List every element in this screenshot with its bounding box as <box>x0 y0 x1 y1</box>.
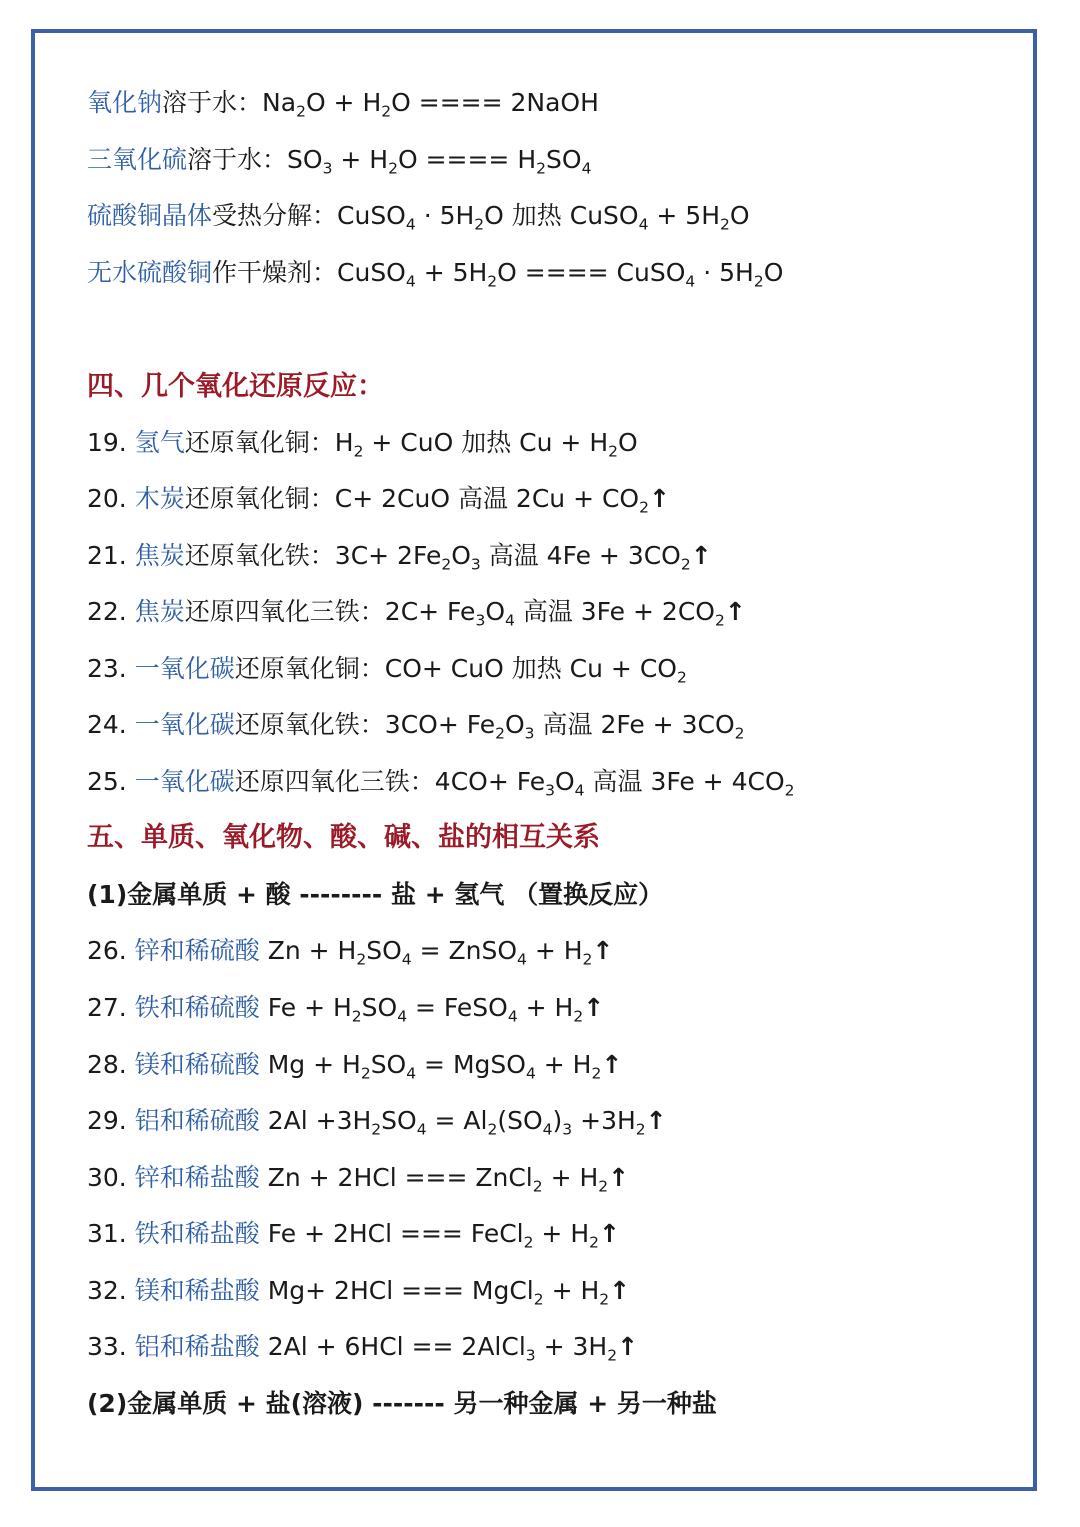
text-segment: = FeSO <box>407 993 508 1022</box>
equation-line <box>87 1219 620 1252</box>
text-segment: Mg+ 2HCl === MgCl <box>259 1276 534 1305</box>
subscript: 2 <box>607 1346 618 1365</box>
text-segment: 高温 3Fe + 2CO <box>514 597 715 626</box>
subsection-heading <box>87 1389 717 1419</box>
equation-line <box>87 1106 667 1139</box>
subscript: 2 <box>784 781 795 800</box>
gas-arrow: ↑ <box>690 541 712 570</box>
subscript: 3 <box>470 555 481 574</box>
text-segment: 24. <box>87 710 127 739</box>
subscript: 2 <box>381 102 392 121</box>
text-segment: 还原氧化铜：H <box>184 428 354 457</box>
highlighted-term: 铁和稀硫酸 <box>134 993 260 1022</box>
highlighted-term: 焦炭 <box>134 541 185 570</box>
text-segment: + H <box>543 1276 600 1305</box>
text-segment: + H <box>332 145 389 174</box>
text-segment: 19. <box>87 428 127 457</box>
highlighted-term: 氢气 <box>134 428 185 457</box>
text-segment: + H <box>517 993 574 1022</box>
text-segment: · 5H <box>695 258 754 287</box>
text-segment: Na <box>262 88 297 117</box>
subscript: 3 <box>524 724 535 743</box>
text-segment: = Al <box>426 1106 488 1135</box>
subscript: 2 <box>487 272 498 291</box>
text-segment: 31. <box>87 1219 127 1248</box>
text-segment: 2Al + 6HCl == 2AlCl <box>259 1332 526 1361</box>
subscript: 2 <box>353 442 364 461</box>
subscript: 2 <box>720 215 730 234</box>
subscript: 2 <box>573 1007 584 1026</box>
text-segment: = MgSO <box>416 1050 526 1079</box>
text-segment: 作干燥剂：CuSO <box>212 258 406 287</box>
text-segment: 还原四氧化三铁：2C+ Fe <box>184 597 476 626</box>
subscript: 3 <box>562 1120 573 1139</box>
subscript: 2 <box>680 555 691 574</box>
text-segment: O <box>763 258 784 287</box>
subscript: 4 <box>505 611 515 630</box>
equation-line <box>87 710 745 743</box>
text-segment: + CuO 加热 Cu + H <box>363 428 609 457</box>
highlighted-term: 镁和稀硫酸 <box>134 1050 260 1079</box>
highlighted-term: 三氧化硫 <box>87 145 188 174</box>
highlighted-term: 一氧化碳 <box>134 767 235 796</box>
section-heading <box>87 372 384 402</box>
gas-arrow: ↑ <box>592 936 614 965</box>
text-segment: 22. <box>87 597 127 626</box>
text-segment: + 5H <box>648 201 721 230</box>
text-segment: 21. <box>87 541 127 570</box>
text-segment: O 加热 CuSO <box>484 201 639 230</box>
highlighted-term: 铝和稀硫酸 <box>134 1106 260 1135</box>
text-segment: O + H <box>305 88 382 117</box>
highlighted-term: 一氧化碳 <box>134 710 235 739</box>
text-segment: 26. <box>87 936 127 965</box>
text-segment: 25. <box>87 767 127 796</box>
subscript: 4 <box>507 1007 518 1026</box>
subscript: 2 <box>639 498 649 517</box>
gas-arrow: ↑ <box>609 1276 631 1305</box>
highlighted-term: 无水硫酸铜 <box>87 258 213 287</box>
equation-line <box>87 541 712 574</box>
subscript: 4 <box>397 1007 408 1026</box>
text-segment: 四、几个氧化还原反应： <box>87 371 384 402</box>
subscript: 2 <box>714 611 725 630</box>
text-segment: + H <box>533 1219 590 1248</box>
subscript: 2 <box>599 1290 610 1309</box>
subscript: 2 <box>532 1177 543 1196</box>
text-segment: Fe + 2HCl === FeCl <box>259 1219 524 1248</box>
highlighted-term: 硫酸铜晶体 <box>87 201 213 230</box>
text-segment: (1)金属单质 + 酸 -------- 盐 + 氢气 （置换反应） <box>87 880 664 909</box>
text-segment: + 5H <box>415 258 488 287</box>
text-segment: (SO <box>497 1106 543 1135</box>
subscript: 4 <box>517 950 527 969</box>
equation-line <box>87 597 746 630</box>
subscript: 2 <box>356 950 367 969</box>
subscript: 4 <box>405 272 416 291</box>
text-segment: SO <box>546 145 582 174</box>
subscript: 3 <box>525 1346 536 1365</box>
subscript: 2 <box>753 272 764 291</box>
highlighted-term: 铝和稀盐酸 <box>134 1332 260 1361</box>
subscript: 4 <box>525 1064 536 1083</box>
highlighted-term: 一氧化碳 <box>134 654 235 683</box>
text-segment: O ==== H <box>397 145 537 174</box>
subscript: 2 <box>441 555 452 574</box>
text-segment: SO <box>366 936 402 965</box>
subscript: 2 <box>360 1064 371 1083</box>
subscript: 2 <box>635 1120 646 1139</box>
subscript: 3 <box>545 781 555 800</box>
subscript: 2 <box>474 215 485 234</box>
equation-line <box>87 1163 630 1196</box>
subscript: 4 <box>542 1120 553 1139</box>
highlighted-term: 焦炭 <box>134 597 185 626</box>
subscript: 2 <box>591 1064 602 1083</box>
text-segment: 27. <box>87 993 127 1022</box>
subscript: 2 <box>487 1120 498 1139</box>
text-segment: 33. <box>87 1332 127 1361</box>
text-segment: 还原四氧化三铁：4CO+ Fe <box>234 767 546 796</box>
equation-line <box>87 88 599 121</box>
equation-line <box>87 201 750 234</box>
highlighted-term: 锌和稀盐酸 <box>134 1163 260 1192</box>
text-segment: 溶于水：SO <box>187 145 323 174</box>
text-segment: = ZnSO <box>411 936 517 965</box>
page-border <box>31 29 1037 1491</box>
text-segment: O <box>554 767 575 796</box>
highlighted-term: 氧化钠 <box>87 88 163 117</box>
text-segment: 溶于水： <box>162 88 263 117</box>
text-segment: O <box>485 597 505 626</box>
gas-arrow: ↑ <box>583 993 605 1022</box>
text-segment: O <box>451 541 471 570</box>
text-segment: ) <box>552 1106 563 1135</box>
subscript: 4 <box>638 215 649 234</box>
text-segment: SO <box>361 993 398 1022</box>
gas-arrow: ↑ <box>599 1219 620 1248</box>
gas-arrow: ↑ <box>724 597 746 626</box>
text-segment: Zn + H <box>259 936 357 965</box>
subscript: 2 <box>495 724 505 743</box>
text-segment: Mg + H <box>259 1050 361 1079</box>
subscript: 3 <box>322 159 333 178</box>
text-segment: SO <box>370 1050 407 1079</box>
text-segment: 还原氧化铁：3C+ 2Fe <box>184 541 442 570</box>
text-segment: 30. <box>87 1163 127 1192</box>
equation-line <box>87 993 605 1026</box>
subscript: 3 <box>475 611 486 630</box>
text-segment: 高温 3Fe + 4CO <box>584 767 785 796</box>
highlighted-term: 锌和稀硫酸 <box>134 936 260 965</box>
text-segment: + H <box>535 1050 592 1079</box>
gas-arrow: ↑ <box>648 484 670 513</box>
subscript: 4 <box>416 1120 427 1139</box>
highlighted-term: 木炭 <box>134 484 185 513</box>
subscript: 2 <box>296 102 306 121</box>
text-segment: · 5H <box>415 201 475 230</box>
subscript: 2 <box>734 724 745 743</box>
text-segment: O ==== CuSO <box>497 258 686 287</box>
equation-line <box>87 145 592 178</box>
text-segment: 23. <box>87 654 127 683</box>
text-segment: 高温 2Fe + 3CO <box>534 710 735 739</box>
text-segment: Fe + H <box>259 993 352 1022</box>
subscript: 2 <box>676 668 687 687</box>
subscript: 2 <box>608 442 618 461</box>
gas-arrow: ↑ <box>608 1163 630 1192</box>
text-segment: 20. <box>87 484 127 513</box>
text-segment: 还原氧化铁：3CO+ Fe <box>234 710 496 739</box>
highlighted-term: 铁和稀盐酸 <box>134 1219 260 1248</box>
text-segment: 高温 4Fe + 3CO <box>480 541 681 570</box>
text-segment: 还原氧化铜：C+ 2CuO 高温 2Cu + CO <box>184 484 640 513</box>
subscript: 2 <box>371 1120 382 1139</box>
subscript: 4 <box>685 272 696 291</box>
subscript: 2 <box>536 159 547 178</box>
text-segment: O <box>504 710 525 739</box>
highlighted-term: 镁和稀盐酸 <box>134 1276 260 1305</box>
gas-arrow: ↑ <box>617 1332 639 1361</box>
subscript: 4 <box>406 1064 417 1083</box>
subscript: 2 <box>533 1290 544 1309</box>
equation-line <box>87 258 784 291</box>
subscript: 4 <box>405 215 416 234</box>
equation-line <box>87 428 638 461</box>
text-segment: SO <box>381 1106 417 1135</box>
text-segment: + H <box>526 936 583 965</box>
text-segment: O <box>729 201 750 230</box>
equation-line <box>87 1276 631 1309</box>
subscript: 2 <box>523 1233 534 1252</box>
equation-line <box>87 484 670 517</box>
equation-line <box>87 654 687 687</box>
equation-line <box>87 1050 623 1083</box>
equation-line <box>87 936 614 969</box>
gas-arrow: ↑ <box>645 1106 667 1135</box>
equation-line <box>87 1332 639 1365</box>
subscript: 4 <box>574 781 585 800</box>
text-segment: (2)金属单质 + 盐(溶液) ------- 另一种金属 + 另一种盐 <box>87 1389 717 1418</box>
text-segment: Zn + 2HCl === ZnCl <box>259 1163 533 1192</box>
gas-arrow: ↑ <box>601 1050 623 1079</box>
subscript: 2 <box>351 1007 362 1026</box>
text-segment: O ==== 2NaOH <box>391 88 599 117</box>
text-segment: 还原氧化铜：CO+ CuO 加热 Cu + CO <box>234 654 677 683</box>
subscript: 2 <box>388 159 398 178</box>
text-segment: + 3H <box>535 1332 608 1361</box>
text-segment: 2Al +3H <box>259 1106 372 1135</box>
text-segment: 29. <box>87 1106 127 1135</box>
subsection-heading <box>87 880 663 910</box>
text-segment: +3H <box>572 1106 636 1135</box>
text-segment: 32. <box>87 1276 127 1305</box>
subscript: 2 <box>589 1233 599 1252</box>
subscript: 4 <box>401 950 412 969</box>
section-heading <box>87 823 600 853</box>
text-segment: + H <box>542 1163 599 1192</box>
subscript: 2 <box>582 950 593 969</box>
text-segment: 受热分解：CuSO <box>212 201 406 230</box>
subscript: 4 <box>581 159 592 178</box>
text-segment: 五、单质、氧化物、酸、碱、盐的相互关系 <box>87 822 600 853</box>
text-segment: 28. <box>87 1050 127 1079</box>
subscript: 2 <box>598 1177 609 1196</box>
equation-line <box>87 767 795 800</box>
text-segment: O <box>618 428 638 457</box>
